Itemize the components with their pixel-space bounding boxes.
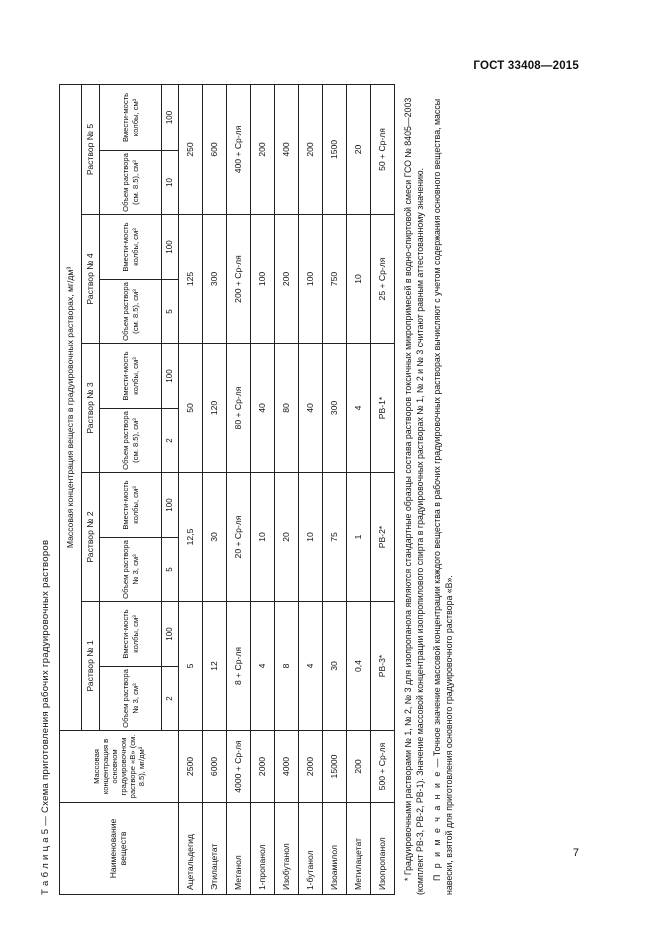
footnote: * Градуировочными растворами № 1, № 2, № 3 для изопропанола являются стандартные образцы состава растворов токсичных микропримесей в водно-спиртовой смеси ГСО № 8405—2003 (комплект РВ-3, РВ-2, РВ-1). Значение массовой концентрации изопропилового спирта в градуировочных растворах № 1, № 2 и № 3 считают равным аттестованному значению.	[403, 97, 425, 895]
table-row	[371, 84, 395, 894]
solution-2-value: 20 + Cр-ля	[227, 473, 251, 602]
solution-5-value: 50 + Cр-ля	[371, 84, 395, 214]
substance-name: Изопропанол	[371, 803, 395, 895]
header-base-concentration: Массовая концентрация в основном градуировочном растворе «В» (см. 8.5), мг/дм³	[60, 731, 179, 803]
solution-1-value: 12	[203, 602, 227, 731]
document-header: ГОСТ 33408—2015	[473, 60, 579, 72]
solution-4-value: 200	[275, 215, 299, 344]
solution-5-value: 400	[275, 84, 299, 214]
base-concentration: 200	[347, 731, 371, 803]
header-solution-4: Раствор № 4	[82, 215, 100, 344]
header-capacity-2: Вмести-мость колбы, см³	[100, 473, 162, 538]
rotated-table-block	[40, 85, 460, 895]
base-concentration: 4000	[275, 731, 299, 803]
table-row	[251, 84, 275, 894]
solution-1-value: 5	[179, 602, 203, 731]
solution-2-value: 30	[203, 473, 227, 602]
table-row	[227, 84, 251, 894]
header-capacity-4: Вмести-мость колбы, см³	[100, 215, 162, 280]
solution-2-value: 75	[323, 473, 347, 602]
solution-3-value: 40	[299, 344, 323, 473]
note-text: — Точное значение массовой концентрации каждого вещества в рабочих градуировочных растворах вычисляют с учетом содержания основного вещества, массы навески, взятой для приготовления основного градуировочного раствора «В».	[432, 98, 454, 895]
solution-3-value: 120	[203, 344, 227, 473]
solution-5-value: 1500	[323, 84, 347, 214]
solution-4-value: 100	[251, 215, 275, 344]
capacity-value-1: 100	[162, 602, 179, 667]
volume-value-3: 2	[162, 409, 179, 473]
solution-4-value: 125	[179, 215, 203, 344]
base-concentration: 15000	[323, 731, 347, 803]
volume-value-1: 2	[162, 667, 179, 731]
header-solution-3: Раствор № 3	[82, 344, 100, 473]
solution-5-value: 200	[251, 84, 275, 214]
header-volume-2: Объем раствора № 3, см³	[100, 538, 162, 602]
base-concentration: 4000 + Cр-ля	[227, 731, 251, 803]
solution-4-value: 10	[347, 215, 371, 344]
table-row	[203, 84, 227, 894]
solution-1-value: 4	[251, 602, 275, 731]
volume-value-5: 10	[162, 151, 179, 215]
solution-4-value: 200 + Cр-ля	[227, 215, 251, 344]
solution-3-value: 300	[323, 344, 347, 473]
table-row	[179, 84, 203, 894]
solution-4-value: 25 + Cр-ля	[371, 215, 395, 344]
substance-name: Метанол	[227, 803, 251, 895]
header-capacity-3: Вмести-мость колбы, см³	[100, 344, 162, 409]
table-row	[299, 84, 323, 894]
solution-1-value: РВ-3*	[371, 602, 395, 731]
solution-1-value: 0,4	[347, 602, 371, 731]
header-capacity-5: Вмести-мость колбы, см³	[100, 84, 162, 150]
solution-5-value: 200	[299, 84, 323, 214]
header-volume-5: Объем раствора (см. 8.5), см³	[100, 151, 162, 215]
base-concentration: 500 + Cр-ля	[371, 731, 395, 803]
solution-3-value: 80	[275, 344, 299, 473]
substance-name: Изоамилол	[323, 803, 347, 895]
capacity-value-3: 100	[162, 344, 179, 409]
solution-5-value: 250	[179, 84, 203, 214]
solution-5-value: 400 + Cр-ля	[227, 84, 251, 214]
solution-5-value: 600	[203, 84, 227, 214]
solution-3-value: 4	[347, 344, 371, 473]
header-solution-2: Раствор № 2	[82, 473, 100, 602]
substance-name: Изобутанол	[275, 803, 299, 895]
solution-4-value: 100	[299, 215, 323, 344]
base-concentration: 2000	[251, 731, 275, 803]
solution-1-value: 8	[275, 602, 299, 731]
solution-2-value: 1	[347, 473, 371, 602]
table-row	[323, 84, 347, 894]
header-volume-4: Объем раствора (см. 8.5), см³	[100, 280, 162, 344]
substance-name: Ацетальдегид	[179, 803, 203, 895]
capacity-value-4: 100	[162, 215, 179, 280]
solution-3-value: РВ-1*	[371, 344, 395, 473]
header-substance: Наименование веществ	[60, 803, 179, 895]
solution-2-value: 10	[299, 473, 323, 602]
substance-name: Этилацетат	[203, 803, 227, 895]
substance-name: Метилацетат	[347, 803, 371, 895]
header-mass-concentration-group: Массовая концентрация веществ в градуировочных растворах, мг/дм³	[60, 84, 82, 730]
volume-value-2: 5	[162, 538, 179, 602]
volume-value-4: 5	[162, 280, 179, 344]
table-row	[275, 84, 299, 894]
table-notes	[403, 85, 455, 895]
base-concentration: 2000	[299, 731, 323, 803]
substance-name: 1-пропанол	[251, 803, 275, 895]
capacity-value-5: 100	[162, 84, 179, 150]
table-caption: Т а б л и ц а 5 — Схема приготовления рабочих градуировочных растворов	[40, 539, 51, 895]
solution-1-value: 4	[299, 602, 323, 731]
solution-2-value: РВ-2*	[371, 473, 395, 602]
header-volume-3: Объем раствора (см. 8.5), см³	[100, 409, 162, 473]
solution-4-value: 300	[203, 215, 227, 344]
substance-name: 1-бутанол	[299, 803, 323, 895]
solution-3-value: 80 + Cр-ля	[227, 344, 251, 473]
base-concentration: 6000	[203, 731, 227, 803]
solution-4-value: 750	[323, 215, 347, 344]
solution-1-value: 30	[323, 602, 347, 731]
header-solution-5: Раствор № 5	[82, 84, 100, 214]
solution-2-value: 10	[251, 473, 275, 602]
solution-3-value: 50	[179, 344, 203, 473]
header-volume-1: Объем раствора № 3, см³	[100, 667, 162, 731]
solution-5-value: 20	[347, 84, 371, 214]
base-concentration: 2500	[179, 731, 203, 803]
solution-1-value: 8 + Cр-ля	[227, 602, 251, 731]
note-label: П р и м е ч а н и е	[432, 769, 443, 881]
table-5	[59, 84, 395, 895]
solution-2-value: 20	[275, 473, 299, 602]
header-solution-1: Раствор № 1	[82, 602, 100, 731]
solution-3-value: 40	[251, 344, 275, 473]
note	[432, 85, 455, 895]
page-number: 7	[572, 847, 579, 859]
table-row	[347, 84, 371, 894]
solution-2-value: 12,5	[179, 473, 203, 602]
capacity-value-2: 100	[162, 473, 179, 538]
header-capacity-1: Вмести-мость колбы, см³	[100, 602, 162, 667]
